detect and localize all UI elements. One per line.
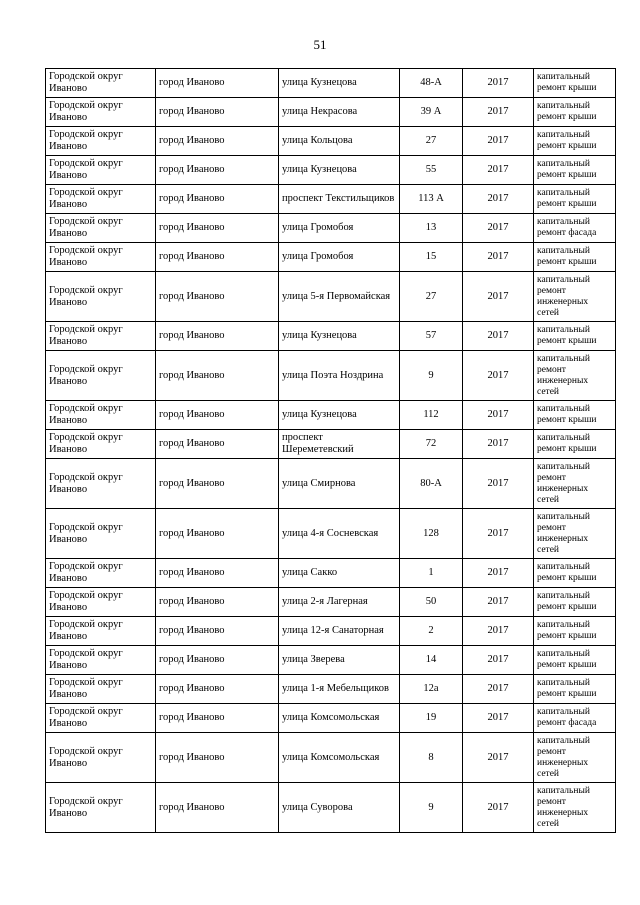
work-type-cell: капитальный ремонт крыши — [534, 588, 616, 617]
work-type-cell: капитальный ремонт крыши — [534, 646, 616, 675]
street-cell: улица 4-я Сосневская — [279, 509, 400, 559]
street-cell: улица Кузнецова — [279, 401, 400, 430]
year-cell: 2017 — [463, 272, 534, 322]
table-row — [46, 559, 616, 588]
house-number-cell: 50 — [400, 588, 463, 617]
municipality-cell: Городской округ Иваново — [46, 322, 156, 351]
municipality-cell: Городской округ Иваново — [46, 185, 156, 214]
street-cell: улица Громобоя — [279, 243, 400, 272]
municipality-cell: Городской округ Иваново — [46, 69, 156, 98]
house-number-cell: 9 — [400, 351, 463, 401]
house-number-cell: 19 — [400, 704, 463, 733]
year-cell: 2017 — [463, 459, 534, 509]
table-row — [46, 733, 616, 783]
table-row — [46, 509, 616, 559]
municipality-cell: Городской округ Иваново — [46, 351, 156, 401]
municipality-cell: Городской округ Иваново — [46, 509, 156, 559]
municipality-cell: Городской округ Иваново — [46, 272, 156, 322]
repair-registry-table — [45, 68, 616, 833]
house-number-cell: 8 — [400, 733, 463, 783]
street-cell: улица Кузнецова — [279, 69, 400, 98]
work-type-cell: капитальный ремонт крыши — [534, 401, 616, 430]
street-cell: улица 1-я Мебельщиков — [279, 675, 400, 704]
city-cell: город Иваново — [156, 243, 279, 272]
table-row — [46, 459, 616, 509]
table-row — [46, 351, 616, 401]
year-cell: 2017 — [463, 243, 534, 272]
city-cell: город Иваново — [156, 69, 279, 98]
city-cell: город Иваново — [156, 127, 279, 156]
municipality-cell: Городской округ Иваново — [46, 98, 156, 127]
street-cell: улица Суворова — [279, 783, 400, 833]
work-type-cell: капитальный ремонт фасада — [534, 704, 616, 733]
municipality-cell: Городской округ Иваново — [46, 127, 156, 156]
city-cell: город Иваново — [156, 185, 279, 214]
house-number-cell: 112 — [400, 401, 463, 430]
city-cell: город Иваново — [156, 322, 279, 351]
table-row — [46, 214, 616, 243]
year-cell: 2017 — [463, 559, 534, 588]
table-row — [46, 272, 616, 322]
year-cell: 2017 — [463, 617, 534, 646]
city-cell: город Иваново — [156, 704, 279, 733]
street-cell: улица Комсомольская — [279, 733, 400, 783]
table-row — [46, 243, 616, 272]
table-row — [46, 322, 616, 351]
table-row — [46, 69, 616, 98]
work-type-cell: капитальный ремонт инженерных сетей — [534, 351, 616, 401]
registry-body — [46, 69, 616, 833]
year-cell: 2017 — [463, 156, 534, 185]
table-row — [46, 783, 616, 833]
year-cell: 2017 — [463, 127, 534, 156]
municipality-cell: Городской округ Иваново — [46, 559, 156, 588]
municipality-cell: Городской округ Иваново — [46, 617, 156, 646]
city-cell: город Иваново — [156, 783, 279, 833]
year-cell: 2017 — [463, 733, 534, 783]
work-type-cell: капитальный ремонт крыши — [534, 69, 616, 98]
page-number: 51 — [313, 37, 327, 52]
city-cell: город Иваново — [156, 401, 279, 430]
municipality-cell: Городской округ Иваново — [46, 430, 156, 459]
city-cell: город Иваново — [156, 559, 279, 588]
house-number-cell: 12а — [400, 675, 463, 704]
work-type-cell: капитальный ремонт инженерных сетей — [534, 459, 616, 509]
street-cell: проспект Текстильщиков — [279, 185, 400, 214]
municipality-cell: Городской округ Иваново — [46, 214, 156, 243]
municipality-cell: Городской округ Иваново — [46, 783, 156, 833]
city-cell: город Иваново — [156, 733, 279, 783]
street-cell: улица Некрасова — [279, 98, 400, 127]
year-cell: 2017 — [463, 401, 534, 430]
street-cell: улица Сакко — [279, 559, 400, 588]
table-row — [46, 401, 616, 430]
city-cell: город Иваново — [156, 351, 279, 401]
municipality-cell: Городской округ Иваново — [46, 243, 156, 272]
work-type-cell: капитальный ремонт крыши — [534, 322, 616, 351]
house-number-cell: 9 — [400, 783, 463, 833]
city-cell: город Иваново — [156, 98, 279, 127]
work-type-cell: капитальный ремонт крыши — [534, 430, 616, 459]
work-type-cell: капитальный ремонт крыши — [534, 98, 616, 127]
year-cell: 2017 — [463, 430, 534, 459]
municipality-cell: Городской округ Иваново — [46, 704, 156, 733]
street-cell: улица 12-я Санаторная — [279, 617, 400, 646]
year-cell: 2017 — [463, 704, 534, 733]
municipality-cell: Городской округ Иваново — [46, 733, 156, 783]
work-type-cell: капитальный ремонт крыши — [534, 156, 616, 185]
year-cell: 2017 — [463, 783, 534, 833]
street-cell: проспект Шереметевский — [279, 430, 400, 459]
year-cell: 2017 — [463, 69, 534, 98]
house-number-cell: 57 — [400, 322, 463, 351]
work-type-cell: капитальный ремонт инженерных сетей — [534, 783, 616, 833]
work-type-cell: капитальный ремонт инженерных сетей — [534, 272, 616, 322]
year-cell: 2017 — [463, 588, 534, 617]
city-cell: город Иваново — [156, 430, 279, 459]
house-number-cell: 39 А — [400, 98, 463, 127]
municipality-cell: Городской округ Иваново — [46, 588, 156, 617]
table-row — [46, 675, 616, 704]
year-cell: 2017 — [463, 351, 534, 401]
work-type-cell: капитальный ремонт крыши — [534, 617, 616, 646]
work-type-cell: капитальный ремонт фасада — [534, 214, 616, 243]
house-number-cell: 15 — [400, 243, 463, 272]
municipality-cell: Городской округ Иваново — [46, 646, 156, 675]
table-row — [46, 430, 616, 459]
table-row — [46, 588, 616, 617]
house-number-cell: 27 — [400, 127, 463, 156]
year-cell: 2017 — [463, 185, 534, 214]
table-row — [46, 156, 616, 185]
work-type-cell: капитальный ремонт инженерных сетей — [534, 733, 616, 783]
work-type-cell: капитальный ремонт крыши — [534, 675, 616, 704]
street-cell: улица Кузнецова — [279, 156, 400, 185]
house-number-cell: 13 — [400, 214, 463, 243]
city-cell: город Иваново — [156, 617, 279, 646]
municipality-cell: Городской округ Иваново — [46, 459, 156, 509]
house-number-cell: 128 — [400, 509, 463, 559]
city-cell: город Иваново — [156, 675, 279, 704]
work-type-cell: капитальный ремонт крыши — [534, 127, 616, 156]
work-type-cell: капитальный ремонт крыши — [534, 559, 616, 588]
house-number-cell: 14 — [400, 646, 463, 675]
house-number-cell: 80-А — [400, 459, 463, 509]
year-cell: 2017 — [463, 509, 534, 559]
year-cell: 2017 — [463, 214, 534, 243]
city-cell: город Иваново — [156, 459, 279, 509]
house-number-cell: 2 — [400, 617, 463, 646]
city-cell: город Иваново — [156, 646, 279, 675]
municipality-cell: Городской округ Иваново — [46, 675, 156, 704]
street-cell: улица Смирнова — [279, 459, 400, 509]
street-cell: улица 2-я Лагерная — [279, 588, 400, 617]
municipality-cell: Городской округ Иваново — [46, 156, 156, 185]
municipality-cell: Городской округ Иваново — [46, 401, 156, 430]
street-cell: улица Кузнецова — [279, 322, 400, 351]
street-cell: улица 5-я Первомайская — [279, 272, 400, 322]
house-number-cell: 27 — [400, 272, 463, 322]
house-number-cell: 48-А — [400, 69, 463, 98]
table-row — [46, 704, 616, 733]
city-cell: город Иваново — [156, 588, 279, 617]
work-type-cell: капитальный ремонт крыши — [534, 243, 616, 272]
house-number-cell: 55 — [400, 156, 463, 185]
street-cell: улица Комсомольская — [279, 704, 400, 733]
street-cell: улица Зверева — [279, 646, 400, 675]
street-cell: улица Поэта Ноздрина — [279, 351, 400, 401]
year-cell: 2017 — [463, 675, 534, 704]
street-cell: улица Кольцова — [279, 127, 400, 156]
table-row — [46, 646, 616, 675]
city-cell: город Иваново — [156, 509, 279, 559]
table-row — [46, 127, 616, 156]
city-cell: город Иваново — [156, 156, 279, 185]
table-row — [46, 617, 616, 646]
street-cell: улица Громобоя — [279, 214, 400, 243]
work-type-cell: капитальный ремонт крыши — [534, 185, 616, 214]
house-number-cell: 72 — [400, 430, 463, 459]
year-cell: 2017 — [463, 646, 534, 675]
city-cell: город Иваново — [156, 214, 279, 243]
house-number-cell: 1 — [400, 559, 463, 588]
table-row — [46, 98, 616, 127]
table-row — [46, 185, 616, 214]
year-cell: 2017 — [463, 98, 534, 127]
year-cell: 2017 — [463, 322, 534, 351]
city-cell: город Иваново — [156, 272, 279, 322]
house-number-cell: 113 А — [400, 185, 463, 214]
work-type-cell: капитальный ремонт инженерных сетей — [534, 509, 616, 559]
